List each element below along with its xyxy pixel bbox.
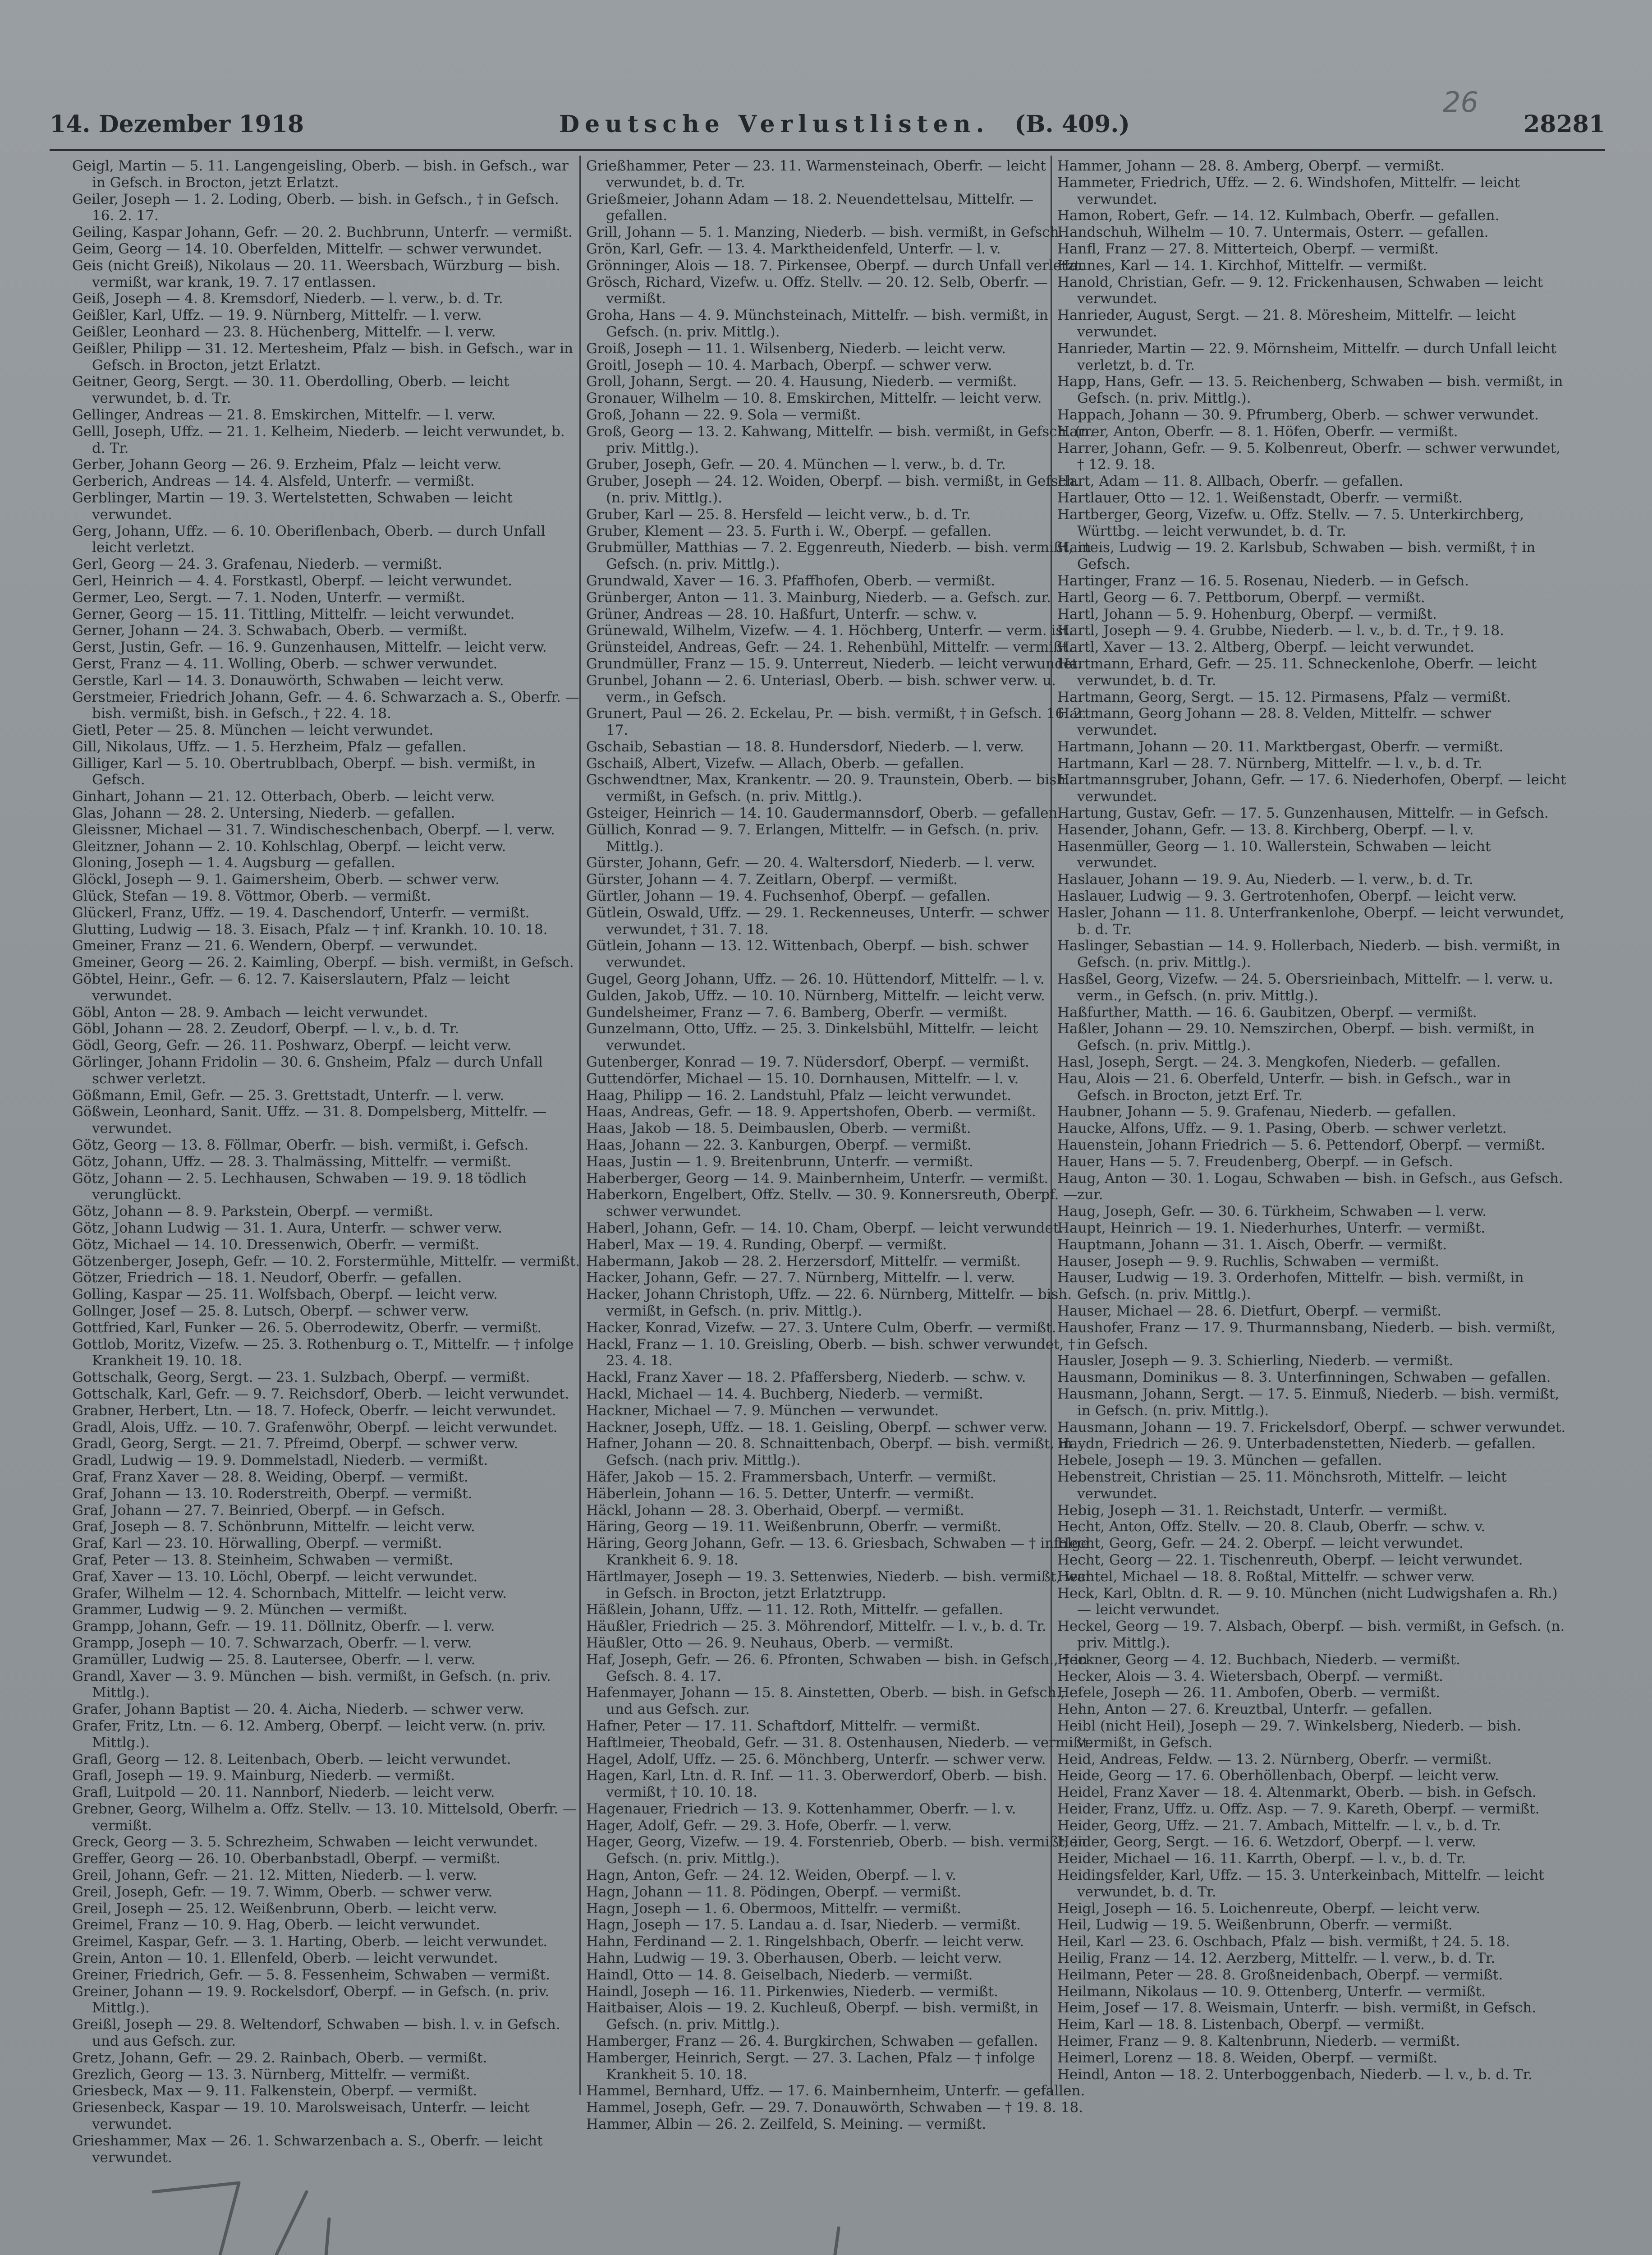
- casualty-entry: Gleitzner, Johann — 2. 10. Kohlschlag, Oberpf. — leicht verw.: [72, 838, 506, 855]
- casualty-entry: Hartmann, Georg, Sergt. — 15. 12. Pirmasens, Pfalz — vermißt.: [1057, 689, 1511, 705]
- casualty-entry: Gsteiger, Heinrich — 14. 10. Gaudermannsdorf, Oberb. — gefallen.: [586, 805, 1062, 822]
- casualty-entry: Grösch, Richard, Vizefw. u. Offz. Stellv. — 20. 12. Selb, Oberfr. — vermißt.: [586, 274, 1048, 307]
- casualty-entry: Geißler, Philipp — 31. 12. Mertesheim, Pfalz — bish. in Gefsch., war in Gefsch. in Brocton, jetzt Erlatzt.: [72, 340, 574, 373]
- casualty-entry: Gmeiner, Franz — 21. 6. Wendern, Oberpf. — verwundet.: [72, 938, 478, 954]
- casualty-entry: Hau, Alois — 21. 6. Oberfeld, Unterfr. — bish. in Gefsch., war in Gefsch. in Brocton, jetzt Erf. Tr.: [1057, 1070, 1511, 1104]
- casualty-entry: Hammeter, Friedrich, Uffz. — 2. 6. Windshofen, Mittelfr. — leicht verwundet.: [1057, 174, 1520, 207]
- casualty-entry: Hartberger, Georg, Vizefw. u. Offz. Stellv. — 7. 5. Unterkirchberg, Württbg. — leicht verwundet, b. d. Tr.: [1057, 506, 1524, 539]
- casualty-entry: Gronauer, Wilhelm — 10. 8. Emskirchen, Mittelfr. — leicht verw.: [586, 390, 1042, 407]
- casualty-entry: Hefele, Joseph — 26. 11. Ambofen, Oberb. — vermißt.: [1057, 1684, 1440, 1701]
- casualty-entry: Hehn, Anton — 27. 6. Kreuztbal, Unterfr. — gefallen.: [1057, 1701, 1433, 1718]
- casualty-entry: Hartl, Johann — 5. 9. Hohenburg, Oberpf. — vermißt.: [1057, 606, 1437, 622]
- casualty-entry: Gerl, Heinrich — 4. 4. Forstkastl, Oberpf. — leicht verwundet.: [72, 572, 513, 589]
- casualty-entry: Harrer, Johann, Gefr. — 9. 5. Kolbenreut, Oberfr. — schwer verwundet, † 12. 9. 18.: [1057, 440, 1560, 473]
- casualty-entry: Gruber, Klement — 23. 5. Furth i. W., Oberpf. — gefallen.: [586, 523, 992, 539]
- casualty-entry: Gottschalk, Georg, Sergt. — 23. 1. Sulzbach, Oberpf. — vermißt.: [72, 1369, 530, 1386]
- casualty-entry: Grafl, Georg — 12. 8. Leitenbach, Oberb. — leicht verwundet.: [72, 1751, 511, 1767]
- casualty-entry: Graf, Karl — 23. 10. Hörwalling, Oberpf. — vermißt.: [72, 1535, 442, 1552]
- casualty-entry: Haubner, Johann — 5. 9. Grafenau, Niederb. — gefallen.: [1057, 1104, 1456, 1120]
- casualty-entry: Häfer, Jakob — 15. 2. Frammersbach, Unterfr. — vermißt.: [586, 1468, 997, 1485]
- casualty-entry: Hausmann, Dominikus — 8. 3. Unterfinningen, Schwaben — gefallen.: [1057, 1369, 1551, 1386]
- casualty-entry: Härtlmayer, Joseph — 19. 3. Settenwies, Niederb. — bish. vermißt, war in Gefsch. in Brocton, jetzt Erlatztrupp.: [586, 1568, 1092, 1602]
- casualty-entry: Gerst, Justin, Gefr. — 16. 9. Gunzenhausen, Mittelfr. — leicht verw.: [72, 639, 547, 656]
- casualty-entry: Gloning, Joseph — 1. 4. Augsburg — gefallen.: [72, 855, 395, 871]
- casualty-entry: Gugel, Georg Johann, Uffz. — 26. 10. Hüttendorf, Mittelfr. — l. v.: [586, 971, 1045, 988]
- casualty-entry: Göbl, Anton — 28. 9. Ambach — leicht verwundet.: [72, 1004, 428, 1021]
- casualty-entry: Hackl, Franz — 1. 10. Greisling, Oberb. — bish. schwer verwundet, † 23. 4. 18.: [586, 1336, 1075, 1369]
- handwritten-page-note: 26: [1443, 86, 1478, 119]
- casualty-entry: Griesenbeck, Kaspar — 19. 10. Marolsweisach, Unterfr. — leicht verwundet.: [72, 2099, 530, 2133]
- casualty-entry: Hecht, Anton, Offz. Stellv. — 20. 8. Claub, Oberfr. — schw. v.: [1057, 1519, 1486, 1535]
- casualty-entry: Grafer, Wilhelm — 12. 4. Schornbach, Mittelfr. — leicht verw.: [72, 1585, 507, 1602]
- casualty-entry: Grießmeier, Johann Adam — 18. 2. Neuendettelsau, Mittelfr. — gefallen.: [586, 191, 1033, 224]
- casualty-entry: Heimer, Franz — 9. 8. Kaltenbrunn, Niederb. — vermißt.: [1057, 2033, 1460, 2050]
- casualty-entry: Glas, Johann — 28. 2. Untersing, Niederb. — gefallen.: [72, 805, 455, 822]
- casualty-entry: Gulden, Jakob, Uffz. — 10. 10. Nürnberg, Mittelfr. — leicht verw.: [586, 987, 1045, 1004]
- casualty-entry: Hafner, Peter — 17. 11. Schaftdorf, Mittelfr. — vermißt.: [586, 1717, 981, 1734]
- casualty-entry: Görlinger, Johann Fridolin — 30. 6. Gnsheim, Pfalz — durch Unfall schwer verletzt.: [72, 1054, 543, 1087]
- header-title: Deutsche Verlustlisten.: [559, 110, 990, 138]
- casualty-entry: Greck, Georg — 3. 5. Schrezheim, Schwaben — leicht verwundet.: [72, 1834, 538, 1850]
- casualty-entry: Groitl, Joseph — 10. 4. Marbach, Oberpf. — schwer verw.: [586, 357, 992, 373]
- casualty-entry: Gottschalk, Karl, Gefr. — 9. 7. Reichsdorf, Oberb. — leicht verwundet.: [72, 1385, 569, 1402]
- casualty-entry: Haas, Justin — 1. 9. Breitenbrunn, Unterfr. — vermißt.: [586, 1153, 973, 1170]
- casualty-entry: Heilmann, Peter — 28. 8. Großneidenbach, Oberpf. — vermißt.: [1057, 1966, 1503, 1983]
- casualty-entry: Hauer, Hans — 5. 7. Freudenberg, Oberpf. — in Gefsch.: [1057, 1153, 1453, 1170]
- casualty-entry: Glutting, Ludwig — 18. 3. Eisach, Pfalz — † inf. Krankh. 10. 10. 18.: [72, 921, 548, 938]
- casualty-entry: Hammer, Albin — 26. 2. Zeilfeld, S. Meining. — vermißt.: [586, 2116, 987, 2133]
- casualty-entry: Hausler, Joseph — 9. 3. Schierling, Niederb. — vermißt.: [1057, 1353, 1454, 1369]
- casualty-entry: Grönninger, Alois — 18. 7. Pirkensee, Oberpf. — durch Unfall verletzt.: [586, 257, 1085, 274]
- casualty-entry: Gerl, Georg — 24. 3. Grafenau, Niederb. — vermißt.: [72, 556, 443, 573]
- casualty-entry: Gütlein, Oswald, Uffz. — 29. 1. Reckenneuses, Unterfr. — schwer verwundet, † 31. 7. 18.: [586, 904, 1049, 938]
- casualty-entry: Haberl, Johann, Gefr. — 14. 10. Cham, Oberpf. — leicht verwundet.: [586, 1220, 1064, 1236]
- casualty-entry: Heil, Ludwig — 19. 5. Weißenbrunn, Oberfr. — vermißt.: [1057, 1917, 1453, 1933]
- casualty-entry: Happach, Johann — 30. 9. Pfrumberg, Oberb. — schwer verwundet.: [1057, 406, 1539, 423]
- casualty-entry: Geißler, Karl, Uffz. — 19. 9. Nürnberg, Mittelfr. — l. verw.: [72, 307, 482, 324]
- casualty-entry: Hannes, Karl — 14. 1. Kirchhof, Mittelfr. — vermißt.: [1057, 257, 1427, 274]
- casualty-entry: Hartl, Xaver — 13. 2. Altberg, Oberpf. — leicht verwundet.: [1057, 639, 1474, 656]
- casualty-entry: Haberkorn, Engelbert, Offz. Stellv. — 30. 9. Konnersreuth, Oberpf. — schwer verwundet.: [586, 1187, 1078, 1220]
- casualty-entry: Glück, Stefan — 19. 8. Vöttmor, Oberb. — vermißt.: [72, 888, 431, 905]
- casualty-entry: Häßlein, Johann, Uffz. — 11. 12. Roth, Mittelfr. — gefallen.: [586, 1602, 1004, 1618]
- casualty-entry: Götz, Georg — 13. 8. Föllmar, Oberfr. — bish. vermißt, i. Gefsch.: [72, 1137, 529, 1154]
- casualty-entry: Greiner, Johann — 19. 9. Rockelsdorf, Oberpf. — in Gefsch. (n. priv. Mittlg.).: [72, 1983, 550, 2016]
- casualty-entry: Götzer, Friedrich — 18. 1. Neudorf, Oberfr. — gefallen.: [72, 1270, 462, 1286]
- casualty-entry: Haushofer, Franz — 17. 9. Thurmannsbang, Niederb. — bish. vermißt, in Gefsch.: [1057, 1319, 1556, 1353]
- casualty-entry: Göbtel, Heinr., Gefr. — 6. 12. 7. Kaiserslautern, Pfalz — leicht verwundet.: [72, 971, 510, 1004]
- casualty-entry: Hartmann, Erhard, Gefr. — 25. 11. Schneckenlohe, Oberfr. — leicht verwundet, b. d. Tr.: [1057, 655, 1537, 689]
- casualty-entry: Hagen, Karl, Ltn. d. R. Inf. — 11. 3. Oberwerdorf, Oberb. — bish. vermißt, † 10. 10. 18.: [586, 1767, 1047, 1801]
- casualty-entry: Gilliger, Karl — 5. 10. Obertrublbach, Oberpf. — bish. vermißt, in Gefsch.: [72, 755, 536, 788]
- casualty-entry: Haydn, Friedrich — 26. 9. Unterbadenstetten, Niederb. — gefallen.: [1057, 1436, 1536, 1452]
- casualty-entry: Hagn, Joseph — 1. 6. Obermoos, Mittelfr. — vermißt.: [586, 1900, 961, 1917]
- casualty-entry: Heckel, Georg — 19. 7. Alsbach, Oberpf. — bish. vermißt, in Gefsch. (n. priv. Mittlg.).: [1057, 1618, 1565, 1651]
- casualty-entry: Harrer, Anton, Oberfr. — 8. 1. Höfen, Oberfr. — vermißt.: [1057, 423, 1458, 440]
- casualty-entry: Haas, Jakob — 18. 5. Deimbauslen, Oberb. — vermißt.: [586, 1120, 971, 1137]
- casualty-entry: Gerg, Johann, Uffz. — 6. 10. Oberiflenbach, Oberb. — durch Unfall leicht verletzt.: [72, 523, 546, 556]
- casualty-entry: Grüner, Andreas — 28. 10. Haßfurt, Unterfr. — schw. v.: [586, 606, 977, 622]
- casualty-entry: Heil, Karl — 23. 6. Oschbach, Pfalz — bish. vermißt, † 24. 5. 18.: [1057, 1933, 1510, 1950]
- casualty-entry: Golling, Kaspar — 25. 11. Wolfsbach, Oberpf. — leicht verw.: [72, 1286, 498, 1303]
- casualty-entry: Hackner, Joseph, Uffz. — 18. 1. Geisling, Oberpf. — schwer verw.: [586, 1419, 1048, 1436]
- casualty-entry: Grafl, Luitpold — 20. 11. Nannborf, Niederb. — leicht verw.: [72, 1784, 495, 1801]
- casualty-entry: Götz, Johann — 8. 9. Parkstein, Oberpf. — vermißt.: [72, 1203, 434, 1220]
- casualty-entry: Hartmann, Georg Johann — 28. 8. Velden, Mittelfr. — schwer verwundet.: [1057, 705, 1491, 739]
- casualty-entry: Hagenauer, Friedrich — 13. 9. Kottenhammer, Oberfr. — l. v.: [586, 1800, 1016, 1817]
- casualty-entry: Hahn, Ludwig — 19. 3. Oberhausen, Oberb. — leicht verw.: [586, 1950, 1002, 1967]
- casualty-entry: Gleissner, Michael — 31. 7. Windischeschenbach, Oberpf. — l. verw.: [72, 821, 555, 838]
- casualty-entry: Grundmüller, Franz — 15. 9. Unterreut, Niederb. — leicht verwundet.: [586, 655, 1082, 672]
- casualty-entry: Gerblinger, Martin — 19. 3. Wertelstetten, Schwaben — leicht verwundet.: [72, 489, 513, 523]
- casualty-entry: Heim, Josef — 17. 8. Weismain, Unterfr. — bish. vermißt, in Gefsch.: [1057, 2000, 1537, 2016]
- casualty-entry: Gschaiß, Albert, Vizefw. — Allach, Oberb. — gefallen.: [586, 755, 964, 772]
- casualty-entry: Gollnger, Josef — 25. 8. Lutsch, Oberpf. — schwer verw.: [72, 1302, 469, 1319]
- casualty-entry: Gößwein, Leonhard, Sanit. Uffz. — 31. 8. Dompelsberg, Mittelfr. — verwundet.: [72, 1104, 547, 1137]
- casualty-entry: Hackl, Franz Xaver — 18. 2. Pfaffersberg, Niederb. — schw. v.: [586, 1369, 1026, 1386]
- casualty-entry: Gradl, Ludwig — 19. 9. Dommelstadl, Niederb. — vermißt.: [72, 1452, 488, 1469]
- casualty-entry: Geiling, Kaspar Johann, Gefr. — 20. 2. Buchbrunn, Unterfr. — vermißt.: [72, 224, 573, 241]
- casualty-entry: Hauser, Michael — 28. 6. Dietfurt, Oberpf. — vermißt.: [1057, 1302, 1442, 1319]
- casualty-entry: Grünberger, Anton — 11. 3. Mainburg, Niederb. — a. Gefsch. zur.: [586, 589, 1051, 606]
- casualty-entry: Hauser, Joseph — 9. 9. Ruchlis, Schwaben — vermißt.: [1057, 1253, 1440, 1270]
- casualty-entry: Hafenmayer, Johann — 15. 8. Ainstetten, Oberb. — bish. in Gefsch., und aus Gefsch. zur.: [586, 1684, 1065, 1718]
- casualty-entry: Haug, Anton — 30. 1. Logau, Schwaben — bish. in Gefsch., aus Gefsch. zur.: [1057, 1170, 1563, 1203]
- casualty-entry: Glückerl, Franz, Uffz. — 19. 4. Daschendorf, Unterfr. — vermißt.: [72, 904, 530, 921]
- casualty-entry: Heimerl, Lorenz — 18. 8. Weiden, Oberpf. — vermißt.: [1057, 2049, 1438, 2066]
- casualty-entry: Häring, Georg Johann, Gefr. — 13. 6. Griesbach, Schwaben — † infolge Krankheit 6. 9. 18.: [586, 1535, 1089, 1568]
- casualty-entry: Haftlmeier, Theobald, Gefr. — 31. 8. Ostenhausen, Niederb. — vermißt.: [586, 1734, 1093, 1751]
- casualty-entry: Hartl, Joseph — 9. 4. Grubbe, Niederb. — l. v., b. d. Tr., † 9. 18.: [1057, 622, 1505, 639]
- casualty-entry: Greimel, Kaspar, Gefr. — 3. 1. Harting, Oberb. — leicht verwundet.: [72, 1933, 548, 1950]
- casualty-entry: Gschwendtner, Max, Krankentr. — 20. 9. Traunstein, Oberb. — bish. vermißt, in Gefsch. (n. priv. Mittlg.).: [586, 772, 1070, 805]
- casualty-entry: Hartlauer, Otto — 12. 1. Weißenstadt, Oberfr. — vermißt.: [1057, 489, 1463, 506]
- casualty-entry: Gödl, Georg, Gefr. — 26. 11. Poshwarz, Oberpf. — leicht verw.: [72, 1037, 512, 1054]
- casualty-entry: Haindl, Joseph — 16. 11. Pirkenwies, Niederb. — vermißt.: [586, 1983, 998, 2000]
- casualty-entry: Haindl, Otto — 14. 8. Geiselbach, Niederb. — vermißt.: [586, 1966, 973, 1983]
- casualty-entry: Gradl, Alois, Uffz. — 10. 7. Grafenwöhr, Oberpf. — leicht verwundet.: [72, 1419, 558, 1436]
- casualty-entry: Griesbeck, Max — 9. 11. Falkenstein, Oberpf. — vermißt.: [72, 2083, 477, 2099]
- casualty-entry: Gottfried, Karl, Funker — 26. 5. Oberrodewitz, Oberfr. — vermißt.: [72, 1319, 542, 1336]
- casualty-entry: Hagn, Joseph — 17. 5. Landau a. d. Isar, Niederb. — vermißt.: [586, 1917, 1021, 1933]
- casualty-entry: Heider, Michael — 16. 11. Karrth, Oberpf. — l. v., b. d. Tr.: [1057, 1850, 1466, 1867]
- casualty-entry: Grünewald, Wilhelm, Vizefw. — 4. 1. Höchberg, Unterfr. — verm. ist.: [586, 622, 1073, 639]
- casualty-entry: Grill, Johann — 5. 1. Manzing, Niederb. — bish. vermißt, in Gefsch.: [586, 224, 1064, 241]
- casualty-entry: Grammer, Ludwig — 9. 2. München — vermißt.: [72, 1602, 408, 1618]
- casualty-entry: Groiß, Joseph — 11. 1. Wilsenberg, Niederb. — leicht verw.: [586, 340, 1006, 357]
- casualty-entry: Hafner, Johann — 20. 8. Schnaittenbach, Oberpf. — bish. vermißt, in Gefsch. (nach priv. Mittlg.).: [586, 1436, 1072, 1469]
- casualty-entry: Gietl, Peter — 25. 8. München — leicht verwundet.: [72, 722, 434, 739]
- casualty-entry: Haberl, Max — 19. 4. Runding, Oberpf. — vermißt.: [586, 1236, 947, 1253]
- casualty-entry: Grafl, Joseph — 19. 9. Mainburg, Niederb. — vermißt.: [72, 1767, 455, 1784]
- casualty-entry: Heider, Georg, Sergt. — 16. 6. Wetzdorf, Oberpf. — l. verw.: [1057, 1834, 1476, 1850]
- casualty-entry: Hackner, Michael — 7. 9. München — verwundet.: [586, 1402, 939, 1419]
- casualty-entry: Götz, Michael — 14. 10. Dressenwich, Oberfr. — vermißt.: [72, 1236, 480, 1253]
- casualty-entry: Haag, Philipp — 16. 2. Landstuhl, Pfalz — leicht verwundet.: [586, 1087, 1012, 1104]
- casualty-entry: Gradl, Georg, Sergt. — 21. 7. Pfreimd, Oberpf. — schwer verw.: [72, 1436, 519, 1452]
- casualty-entry: Hacker, Johann, Gefr. — 27. 7. Nürnberg, Mittelfr. — l. verw.: [586, 1270, 1015, 1286]
- casualty-entry: Haslauer, Johann — 19. 9. Au, Niederb. — l. verw., b. d. Tr.: [1057, 871, 1473, 888]
- casualty-entry: Heid, Andreas, Feldw. — 13. 2. Nürnberg, Oberfr. — vermißt.: [1057, 1751, 1492, 1767]
- casualty-entry: Greil, Joseph, Gefr. — 19. 7. Wimm, Oberb. — schwer verw.: [72, 1883, 493, 1900]
- casualty-entry: Häring, Georg — 19. 11. Weißenbrunn, Oberfr. — vermißt.: [586, 1519, 1001, 1535]
- casualty-entry: Gerst, Franz — 4. 11. Wolling, Oberb. — schwer verwundet.: [72, 655, 498, 672]
- casualty-entry: Hauser, Ludwig — 19. 3. Orderhofen, Mittelfr. — bish. vermißt, in Gefsch. (n. priv. Mittlg.).: [1057, 1270, 1524, 1303]
- casualty-entry: Hammel, Bernhard, Uffz. — 17. 6. Mainbernheim, Unterfr. — gefallen.: [586, 2083, 1085, 2099]
- casualty-entry: Heider, Franz, Uffz. u. Offz. Asp. — 7. 9. Kareth, Oberpf. — vermißt.: [1057, 1800, 1540, 1817]
- casualty-entry: Groha, Hans — 4. 9. Münchsteinach, Mittelfr. — bish. vermißt, in Gefsch. (n. priv. Mittlg.).: [586, 307, 1048, 340]
- casualty-entry: Grieshammer, Max — 26. 1. Schwarzenbach a. S., Oberfr. — leicht verwundet.: [72, 2132, 543, 2166]
- casualty-entry: Gruber, Karl — 25. 8. Hersfeld — leicht verw., b. d. Tr.: [586, 506, 971, 523]
- casualty-entry: Götz, Johann Ludwig — 31. 1. Aura, Unterfr. — schwer verw.: [72, 1220, 502, 1236]
- casualty-entry: Hecht, Georg, Gefr. — 24. 2. Oberpf. — leicht verwundet.: [1057, 1535, 1464, 1552]
- casualty-entry: Häckl, Johann — 28. 3. Oberhaid, Oberpf. — vermißt.: [586, 1502, 964, 1519]
- casualty-entry: Haitbaiser, Alois — 19. 2. Kuchleuß, Oberpf. — bish. vermißt, in Gefsch. (n. priv. Mittlg.).: [586, 2000, 1039, 2033]
- casualty-entry: Greißl, Joseph — 29. 8. Weltendorf, Schwaben — bish. l. v. in Gefsch. und aus Gefsch. zur.: [72, 2016, 560, 2050]
- header-page-number: 28281: [1524, 110, 1605, 138]
- casualty-entry: Haug, Joseph, Gefr. — 30. 6. Türkheim, Schwaben — l. verw.: [1057, 1203, 1487, 1220]
- casualty-entry: Happ, Hans, Gefr. — 13. 5. Reichenberg, Schwaben — bish. vermißt, in Gefsch. (n. priv. Mittlg.).: [1057, 373, 1563, 407]
- casualty-entry: Harteis, Ludwig — 19. 2. Karlsbub, Schwaben — bish. vermißt, † in Gefsch.: [1057, 539, 1536, 573]
- casualty-entry: Haslauer, Ludwig — 9. 3. Gertrotenhofen, Oberpf. — leicht verw.: [1057, 888, 1517, 905]
- casualty-column-2: [586, 158, 1096, 2133]
- casualty-entry: Hartung, Gustav, Gefr. — 17. 5. Gunzenhausen, Mittelfr. — in Gefsch.: [1057, 805, 1549, 822]
- casualty-entry: Hanfl, Franz — 27. 8. Mitterteich, Oberpf. — vermißt.: [1057, 240, 1439, 257]
- page-header: [50, 86, 1605, 147]
- casualty-entry: Hager, Georg, Vizefw. — 19. 4. Forstenrieb, Oberb. — bish. vermißt, in Gefsch. (n. priv. Mittlg.).: [586, 1834, 1087, 1867]
- casualty-entry: Hacker, Johann Christoph, Uffz. — 22. 6. Nürnberg, Mittelfr. — bish. vermißt, in Gefsch. (n. priv. Mittlg.).: [586, 1286, 1072, 1319]
- casualty-entry: Gerner, Georg — 15. 11. Tittling, Mittelfr. — leicht verwundet.: [72, 606, 515, 622]
- casualty-entry: Gütlein, Johann — 13. 12. Wittenbach, Oberpf. — bish. schwer verwundet.: [586, 938, 1028, 971]
- casualty-entry: Graf, Johann — 13. 10. Roderstreith, Oberpf. — vermißt.: [72, 1485, 473, 1502]
- casualty-entry: Hecht, Georg — 22. 1. Tischenreuth, Oberpf. — leicht verwundet.: [1057, 1551, 1523, 1568]
- casualty-entry: Hart, Adam — 11. 8. Allbach, Oberfr. — gefallen.: [1057, 473, 1404, 490]
- casualty-entry: Gürster, Johann — 4. 7. Zeitlarn, Oberpf. — vermißt.: [586, 871, 958, 888]
- casualty-entry: Greimel, Franz — 10. 9. Hag, Oberb. — leicht verwundet.: [72, 1917, 480, 1933]
- casualty-entry: Grubmüller, Matthias — 7. 2. Eggenreuth, Niederb. — bish. vermißt, in Gefsch. (n. priv. Mittlg.).: [586, 539, 1091, 573]
- casualty-entry: Hamberger, Franz — 26. 4. Burgkirchen, Schwaben — gefallen.: [586, 2033, 1038, 2050]
- casualty-entry: Hebele, Joseph — 19. 3. München — gefallen.: [1057, 1452, 1382, 1469]
- casualty-entry: Graf, Franz Xaver — 28. 8. Weiding, Oberpf. — vermißt.: [72, 1468, 468, 1485]
- casualty-entry: Hackl, Michael — 14. 4. Buchberg, Niederb. — vermißt.: [586, 1385, 983, 1402]
- casualty-entry: Gretz, Johann, Gefr. — 29. 2. Rainbach, Oberb. — vermißt.: [72, 2049, 487, 2066]
- casualty-entry: Grunbel, Johann — 2. 6. Unteriasl, Oberb. — bish. schwer verw. u. verm., in Gefsch.: [586, 672, 1056, 705]
- handwritten-annotation: [135, 2165, 902, 2255]
- casualty-entry: Haas, Andreas, Gefr. — 18. 9. Appertshofen, Oberb. — vermißt.: [586, 1104, 1036, 1120]
- casualty-entry: Haßfurther, Matth. — 16. 6. Gaubitzen, Oberpf. — vermißt.: [1057, 1004, 1477, 1021]
- casualty-entry: Götz, Johann — 2. 5. Lechhausen, Schwaben — 19. 9. 18 tödlich verunglückt.: [72, 1170, 527, 1203]
- casualty-entry: Gellinger, Andreas — 21. 8. Emskirchen, Mittelfr. — l. verw.: [72, 406, 496, 423]
- casualty-entry: Grabner, Herbert, Ltn. — 18. 7. Hofeck, Oberfr. — leicht verwundet.: [72, 1402, 556, 1419]
- casualty-entry: Heide, Georg — 17. 6. Oberhöllenbach, Oberpf. — leicht verw.: [1057, 1767, 1499, 1784]
- casualty-entry: Hahn, Ferdinand — 2. 1. Ringelshbach, Oberfr. — leicht verw.: [586, 1933, 1024, 1950]
- casualty-entry: Häußler, Otto — 26. 9. Neuhaus, Oberb. — vermißt.: [586, 1634, 954, 1651]
- casualty-entry: Hasender, Johann, Gefr. — 13. 8. Kirchberg, Oberpf. — l. v.: [1057, 821, 1474, 838]
- casualty-entry: Hammel, Joseph, Gefr. — 29. 7. Donauwörth, Schwaben — † 19. 8. 18.: [586, 2099, 1083, 2116]
- casualty-entry: Hammer, Johann — 28. 8. Amberg, Oberpf. — vermißt.: [1057, 158, 1445, 174]
- header-issue-number: (B. 409.): [1014, 110, 1130, 138]
- header-rule: [50, 149, 1605, 151]
- header-date: 14. Dezember 1918: [50, 110, 304, 138]
- casualty-entry: Hager, Adolf, Gefr. — 29. 3. Hofe, Oberfr. — l. verw.: [586, 1817, 952, 1834]
- casualty-entry: Hasl, Joseph, Sergt. — 24. 3. Mengkofen, Niederb. — gefallen.: [1057, 1054, 1501, 1071]
- casualty-entry: Ginhart, Johann — 21. 12. Otterbach, Oberb. — leicht verw.: [72, 788, 495, 805]
- casualty-entry: Hausmann, Johann, Sergt. — 17. 5. Einmuß, Niederb. — bish. vermißt, in Gefsch. (n. priv. Mittlg.).: [1057, 1385, 1560, 1419]
- casualty-entry: Hagel, Adolf, Uffz. — 25. 6. Mönchberg, Unterfr. — schwer verw.: [586, 1751, 1046, 1767]
- casualty-entry: Gschaib, Sebastian — 18. 8. Hundersdorf, Niederb. — l. verw.: [586, 738, 1024, 755]
- casualty-entry: Haßler, Johann — 29. 10. Nemszirchen, Oberpf. — bish. vermißt, in Gefsch. (n. priv. Mittlg.).: [1057, 1021, 1535, 1054]
- casualty-entry: Hartl, Georg — 6. 7. Pettborum, Oberpf. — vermißt.: [1057, 589, 1425, 606]
- casualty-entry: Heckner, Georg — 4. 12. Buchbach, Niederb. — vermißt.: [1057, 1651, 1460, 1668]
- casualty-entry: Heck, Karl, Obltn. d. R. — 9. 10. München (nicht Ludwigshafen a. Rh.) — leicht verwundet.: [1057, 1585, 1558, 1618]
- casualty-entry: Haberberger, Georg — 14. 9. Mainbernheim, Unterfr. — vermißt.: [586, 1170, 1049, 1187]
- casualty-entry: Geitner, Georg, Sergt. — 30. 11. Oberdolling, Oberb. — leicht verwundet, b. d. Tr.: [72, 373, 509, 407]
- casualty-entry: Grezlich, Georg — 13. 3. Nürnberg, Mittelfr. — vermißt.: [72, 2066, 470, 2083]
- casualty-entry: Gill, Nikolaus, Uffz. — 1. 5. Herzheim, Pfalz — gefallen.: [72, 738, 467, 755]
- casualty-entry: Gerber, Johann Georg — 26. 9. Erzheim, Pfalz — leicht verw.: [72, 456, 502, 473]
- casualty-entry: Grandl, Xaver — 3. 9. München — bish. vermißt, in Gefsch. (n. priv. Mittlg.).: [72, 1668, 551, 1701]
- casualty-entry: Heigl, Joseph — 16. 5. Loichenreute, Oberpf. — leicht verw.: [1057, 1900, 1481, 1917]
- casualty-entry: Hartinger, Franz — 16. 5. Rosenau, Niederb. — in Gefsch.: [1057, 572, 1469, 589]
- casualty-entry: Hanrieder, August, Sergt. — 21. 8. Möresheim, Mittelfr. — leicht verwundet.: [1057, 307, 1516, 340]
- casualty-entry: Hamberger, Heinrich, Sergt. — 27. 3. Lachen, Pfalz — † infolge Krankheit 5. 10. 18.: [586, 2049, 1035, 2083]
- casualty-entry: Gürtler, Johann — 19. 4. Fuchsenhof, Oberpf. — gefallen.: [586, 888, 991, 905]
- casualty-entry: Geim, Georg — 14. 10. Oberfelden, Mittelfr. — schwer verwundet.: [72, 240, 542, 257]
- casualty-entry: Grafer, Fritz, Ltn. — 6. 12. Amberg, Oberpf. — leicht verw. (n. priv. Mittlg.).: [72, 1717, 546, 1751]
- casualty-entry: Haupt, Heinrich — 19. 1. Niederhurhes, Unterfr. — vermißt.: [1057, 1220, 1486, 1236]
- casualty-entry: Hasenmüller, Georg — 1. 10. Wallerstein, Schwaben — leicht verwundet.: [1057, 838, 1491, 871]
- casualty-entry: Greil, Joseph — 25. 12. Weißenbrunn, Oberb. — leicht verw.: [72, 1900, 497, 1917]
- casualty-entry: Hecker, Alois — 3. 4. Wietersbach, Oberpf. — vermißt.: [1057, 1668, 1444, 1684]
- casualty-entry: Hauptmann, Johann — 31. 1. Aisch, Oberfr. — vermißt.: [1057, 1236, 1447, 1253]
- casualty-entry: Häberlein, Johann — 16. 5. Detter, Unterfr. — vermißt.: [586, 1485, 974, 1502]
- casualty-entry: Grundwald, Xaver — 16. 3. Pfaffhofen, Oberb. — vermißt.: [586, 572, 996, 589]
- casualty-entry: Gundelsheimer, Franz — 7. 6. Bamberg, Oberfr. — vermißt.: [586, 1004, 1008, 1021]
- casualty-entry: Haf, Joseph, Gefr. — 26. 6. Pfronten, Schwaben — bish. in Gefsch., † in Gefsch. 8. 4. 17.: [586, 1651, 1088, 1684]
- casualty-entry: Haucke, Alfons, Uffz. — 9. 1. Pasing, Oberb. — schwer verletzt.: [1057, 1120, 1507, 1137]
- casualty-entry: Grön, Karl, Gefr. — 13. 4. Marktheidenfeld, Unterfr. — l. v.: [586, 240, 1001, 257]
- casualty-entry: Hagn, Johann — 11. 8. Pödingen, Oberpf. — vermißt.: [586, 1883, 961, 1900]
- casualty-entry: Hartmannsgruber, Johann, Gefr. — 17. 6. Niederhofen, Oberpf. — leicht verwundet.: [1057, 772, 1566, 805]
- casualty-entry: Geis (nicht Greiß), Nikolaus — 20. 11. Weersbach, Würzburg — bish. vermißt, war krank, 19. 7. 17 entlassen.: [72, 257, 561, 290]
- casualty-entry: Hartmann, Karl — 28. 7. Nürnberg, Mittelfr. — l. v., b. d. Tr.: [1057, 755, 1482, 772]
- casualty-entry: Gottlob, Moritz, Vizefw. — 25. 3. Rothenburg o. T., Mittelfr. — † infolge Krankheit 19. 10. 18.: [72, 1336, 574, 1369]
- casualty-entry: Hebig, Joseph — 31. 1. Reichstadt, Unterfr. — vermißt.: [1057, 1502, 1448, 1519]
- casualty-entry: Hausmann, Johann — 19. 7. Frickelsdorf, Oberpf. — schwer verwundet.: [1057, 1419, 1566, 1436]
- casualty-entry: Geiler, Joseph — 1. 2. Loding, Oberb. — bish. in Gefsch., † in Gefsch. 16. 2. 17.: [72, 191, 559, 224]
- casualty-entry: Haslinger, Sebastian — 14. 9. Hollerbach, Niederb. — bish. vermißt, in Gefsch. (n. priv. Mittlg.).: [1057, 938, 1560, 971]
- casualty-entry: Gramüller, Ludwig — 25. 8. Lautersee, Oberfr. — l. verw.: [72, 1651, 476, 1668]
- casualty-entry: Gerberich, Andreas — 14. 4. Alsfeld, Unterfr. — vermißt.: [72, 473, 475, 490]
- casualty-entry: Greiner, Friedrich, Gefr. — 5. 8. Fessenheim, Schwaben — vermißt.: [72, 1966, 550, 1983]
- casualty-entry: Germer, Leo, Sergt. — 7. 1. Noden, Unterfr. — vermißt.: [72, 589, 466, 606]
- casualty-entry: Habermann, Jakob — 28. 2. Herzersdorf, Mittelfr. — vermißt.: [586, 1253, 1021, 1270]
- casualty-entry: Hartmann, Johann — 20. 11. Marktbergast, Oberfr. — vermißt.: [1057, 738, 1504, 755]
- casualty-column-3: [1057, 158, 1567, 2083]
- casualty-entry: Geigl, Martin — 5. 11. Langengeisling, Oberb. — bish. in Gefsch., war in Gefsch. in Brocton, jetzt Erlatzt.: [72, 158, 569, 191]
- casualty-entry: Heilmann, Nikolaus — 10. 9. Ottenberg, Unterfr. — vermißt.: [1057, 1983, 1486, 2000]
- casualty-entry: Heibl (nicht Heil), Joseph — 29. 7. Winkelsberg, Niederb. — bish. vermißt, in Gefsch.: [1057, 1717, 1521, 1751]
- casualty-entry: Güllich, Konrad — 9. 7. Erlangen, Mittelfr. — in Gefsch. (n. priv. Mittlg.).: [586, 821, 1039, 855]
- casualty-entry: Geißler, Leonhard — 23. 8. Hüchenberg, Mittelfr. — l. verw.: [72, 323, 496, 340]
- casualty-entry: Grebner, Georg, Wilhelm a. Offz. Stellv. — 13. 10. Mittelsold, Oberfr. — vermißt.: [72, 1800, 577, 1834]
- casualty-entry: Hacker, Konrad, Vizefw. — 27. 3. Untere Culm, Oberfr. — vermißt.: [586, 1319, 1056, 1336]
- casualty-entry: Heider, Georg, Uffz. — 21. 7. Ambach, Mittelfr. — l. v., b. d. Tr.: [1057, 1817, 1501, 1834]
- casualty-entry: Götzenberger, Joseph, Gefr. — 10. 2. Forstermühle, Mittelfr. — vermißt.: [72, 1253, 580, 1270]
- casualty-entry: Guttendörfer, Michael — 15. 10. Dornhausen, Mittelfr. — l. v.: [586, 1070, 1019, 1087]
- casualty-entry: Greffer, Georg — 26. 10. Oberbanbstadl, Oberpf. — vermißt.: [72, 1850, 500, 1867]
- casualty-entry: Göbl, Johann — 28. 2. Zeudorf, Oberpf. — l. v., b. d. Tr.: [72, 1021, 459, 1037]
- casualty-entry: Grampp, Joseph — 10. 7. Schwarzach, Oberfr. — l. verw.: [72, 1634, 472, 1651]
- casualty-entry: Gruber, Joseph, Gefr. — 20. 4. München — l. verw., b. d. Tr.: [586, 456, 1006, 473]
- casualty-entry: Graf, Xaver — 13. 10. Löchl, Oberpf. — leicht verwundet.: [72, 1568, 478, 1585]
- casualty-entry: Groll, Johann, Sergt. — 20. 4. Hausung, Niederb. — vermißt.: [586, 373, 1017, 390]
- casualty-entry: Grafer, Johann Baptist — 20. 4. Aicha, Niederb. — schwer verw.: [72, 1701, 524, 1718]
- casualty-entry: Gunzelmann, Otto, Uffz. — 25. 3. Dinkelsbühl, Mittelfr. — leicht verwundet.: [586, 1021, 1038, 1054]
- casualty-entry: Heidingsfelder, Karl, Uffz. — 15. 3. Unterkeinbach, Mittelfr. — leicht verwundet, b. d. Tr.: [1057, 1867, 1544, 1900]
- casualty-entry: Grampp, Johann, Gefr. — 19. 11. Döllnitz, Oberfr. — l. verw.: [72, 1618, 495, 1635]
- casualty-entry: Heidel, Franz Xaver — 18. 4. Altenmarkt, Oberb. — bish. in Gefsch.: [1057, 1784, 1537, 1801]
- casualty-entry: Hebenstreit, Christian — 25. 11. Mönchsroth, Mittelfr. — leicht verwundet.: [1057, 1468, 1507, 1502]
- casualty-entry: Gößmann, Emil, Gefr. — 25. 3. Grettstadt, Unterfr. — l. verw.: [72, 1087, 505, 1104]
- casualty-entry: Haas, Johann — 22. 3. Kanburgen, Oberpf. — vermißt.: [586, 1137, 972, 1154]
- casualty-entry: Gerstmeier, Friedrich Johann, Gefr. — 4. 6. Schwarzach a. S., Oberfr. — bish. vermißt, bish. in Gefsch., † 22. 4. 18.: [72, 689, 579, 722]
- casualty-entry: Heim, Karl — 18. 8. Listenbach, Oberpf. — vermißt.: [1057, 2016, 1425, 2033]
- casualty-entry: Graf, Joseph — 8. 7. Schönbrunn, Mittelfr. — leicht verw.: [72, 1519, 475, 1535]
- casualty-entry: Gerstle, Karl — 14. 3. Donauwörth, Schwaben — leicht verw.: [72, 672, 504, 689]
- casualty-entry: Groß, Georg — 13. 2. Kahwang, Mittelfr. — bish. vermißt, in Gefsch. (n. priv. Mittlg.).: [586, 423, 1094, 456]
- casualty-entry: Hauenstein, Johann Friedrich — 5. 6. Pettendorf, Oberpf. — vermißt.: [1057, 1137, 1546, 1154]
- casualty-entry: Groß, Johann — 22. 9. Sola — vermißt.: [586, 406, 861, 423]
- casualty-entry: Hamon, Robert, Gefr. — 14. 12. Kulmbach, Oberfr. — gefallen.: [1057, 207, 1500, 224]
- casualty-entry: Hagn, Anton, Gefr. — 24. 12. Weiden, Oberpf. — l. v.: [586, 1867, 957, 1884]
- casualty-entry: Heindl, Anton — 18. 2. Unterboggenbach, Niederb. — l. v., b. d. Tr.: [1057, 2066, 1533, 2083]
- casualty-entry: Grünsteidel, Andreas, Gefr. — 24. 1. Rehenbühl, Mittelfr. — vermißt.: [586, 639, 1073, 656]
- casualty-entry: Gmeiner, Georg — 26. 2. Kaimling, Oberpf. — bish. vermißt, in Gefsch.: [72, 954, 574, 971]
- casualty-entry: Handschuh, Wilhelm — 10. 7. Untermais, Osterr. — gefallen.: [1057, 224, 1489, 241]
- casualty-entry: Gelll, Joseph, Uffz. — 21. 1. Kelheim, Niederb. — leicht verwundet, b. d. Tr.: [72, 423, 565, 456]
- casualty-entry: Gerner, Johann — 24. 3. Schwabach, Oberb. — vermißt.: [72, 622, 468, 639]
- casualty-entry: Häußler, Friedrich — 25. 3. Möhrendorf, Mittelfr. — l. v., b. d. Tr.: [586, 1618, 1046, 1635]
- casualty-entry: Graf, Johann — 27. 7. Beinried, Oberpf. — in Gefsch.: [72, 1502, 445, 1519]
- casualty-entry: Hasßel, Georg, Vizefw. — 24. 5. Obersrieinbach, Mittelfr. — l. verw. u. verm., in Gefsch. (n. priv. Mittlg.).: [1057, 971, 1553, 1004]
- casualty-column-1: [72, 158, 582, 2166]
- casualty-entry: Grunert, Paul — 26. 2. Eckelau, Pr. — bish. vermißt, † in Gefsch. 16. 2. 17.: [586, 705, 1087, 739]
- casualty-entry: Gürster, Johann, Gefr. — 20. 4. Waltersdorf, Niederb. — l. verw.: [586, 855, 1036, 871]
- casualty-entry: Hechtel, Michael — 18. 8. Roßtal, Mittelfr. — schwer verw.: [1057, 1568, 1475, 1585]
- casualty-entry: Heilig, Franz — 14. 12. Aerzberg, Mittelfr. — l. verw., b. d. Tr.: [1057, 1950, 1496, 1967]
- casualty-entry: Gutenberger, Konrad — 19. 7. Nüdersdorf, Oberpf. — vermißt.: [586, 1054, 1029, 1071]
- casualty-entry: Hasler, Johann — 11. 8. Unterfrankenlohe, Oberpf. — leicht verwundet, b. d. Tr.: [1057, 904, 1565, 938]
- casualty-entry: Grein, Anton — 10. 1. Ellenfeld, Oberb. — leicht verwundet.: [72, 1950, 498, 1967]
- casualty-entry: Graf, Peter — 13. 8. Steinheim, Schwaben — vermißt.: [72, 1551, 454, 1568]
- casualty-entry: Glöckl, Joseph — 9. 1. Gaimersheim, Oberb. — schwer verw.: [72, 871, 500, 888]
- casualty-entry: Geiß, Joseph — 4. 8. Kremsdorf, Niederb. — l. verw., b. d. Tr.: [72, 290, 503, 307]
- casualty-entry: Grießhammer, Peter — 23. 11. Warmensteinach, Oberfr. — leicht verwundet, b. d. Tr.: [586, 158, 1046, 191]
- casualty-entry: Götz, Johann, Uffz. — 28. 3. Thalmässing, Mittelfr. — vermißt.: [72, 1153, 512, 1170]
- casualty-entry: Hanrieder, Martin — 22. 9. Mörnsheim, Mittelfr. — durch Unfall leicht verletzt, b. d. Tr.: [1057, 340, 1556, 373]
- casualty-entry: Hanold, Christian, Gefr. — 9. 12. Frickenhausen, Schwaben — leicht verwundet.: [1057, 274, 1543, 307]
- casualty-entry: Greil, Johann, Gefr. — 21. 12. Mitten, Niederb. — l. verw.: [72, 1867, 477, 1884]
- casualty-entry: Gruber, Joseph — 24. 12. Woiden, Oberpf. — bish. vermißt, in Gefsch. (n. priv. Mittlg.).: [586, 473, 1080, 506]
